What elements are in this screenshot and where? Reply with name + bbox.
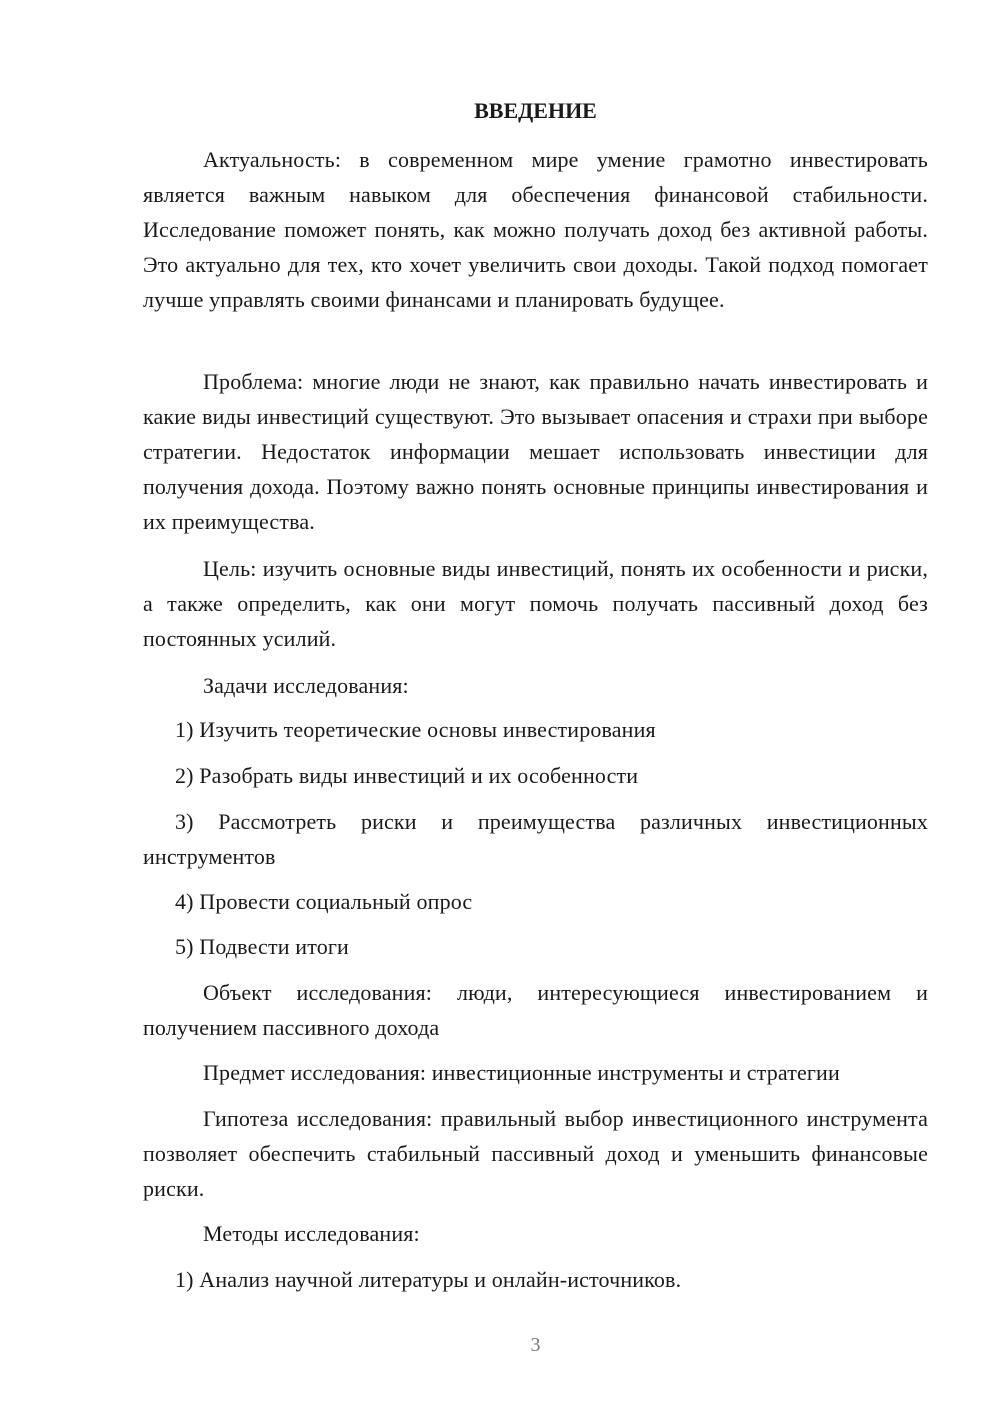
- problem-paragraph: Проблема: многие люди не знают, как правильно начать инвестировать и какие виды инвестиций существуют. Это вызывает опасения и страхи при выборе стратегии. Недостаток информации мешает использовать инвестиции для получения дохода. Поэтому важно понять основные принципы инвестирования и их преимущества.: [143, 369, 928, 534]
- task-item: 5) Подвести итоги: [175, 934, 349, 959]
- task-item: 1) Изучить теоретические основы инвестирования: [175, 717, 656, 742]
- relevance-paragraph: Актуальность: в современном мире умение грамотно инвестировать является важным навыком для обеспечения финансовой стабильности. Исследование поможет понять, как можно получать доход без активной работы. Это актуально для тех, кто хочет увеличить свои доходы. Такой подход помогает лучше управлять своими финансами и планировать будущее.: [143, 147, 928, 312]
- task-item: 3) Рассмотреть риски и преимущества различных инвестиционных инструментов: [143, 809, 928, 869]
- document-title: ВВЕДЕНИЕ: [474, 98, 597, 123]
- page-number: 3: [530, 1334, 541, 1356]
- document-page: [143, 0, 928, 1414]
- goal-paragraph: Цель: изучить основные виды инвестиций, понять их особенности и риски, а также определить, как они могут помочь получать пассивный доход без постоянных усилий.: [143, 556, 928, 651]
- task-item: 2) Разобрать виды инвестиций и их особенности: [175, 763, 639, 788]
- tasks-heading: Задачи исследования:: [203, 673, 409, 698]
- method-item: 1) Анализ научной литературы и онлайн-источников.: [175, 1267, 682, 1292]
- subject-paragraph: Предмет исследования: инвестиционные инструменты и стратегии: [203, 1060, 840, 1085]
- object-paragraph: Объект исследования: люди, интересующиеся инвестированием и получением пассивного дохода: [143, 980, 928, 1040]
- hypothesis-paragraph: Гипотеза исследования: правильный выбор инвестиционного инструмента позволяет обеспечить стабильный пассивный доход и уменьшить финансовые риски.: [143, 1106, 928, 1201]
- task-item: 4) Провести социальный опрос: [175, 889, 473, 914]
- methods-heading: Методы исследования:: [203, 1221, 420, 1246]
